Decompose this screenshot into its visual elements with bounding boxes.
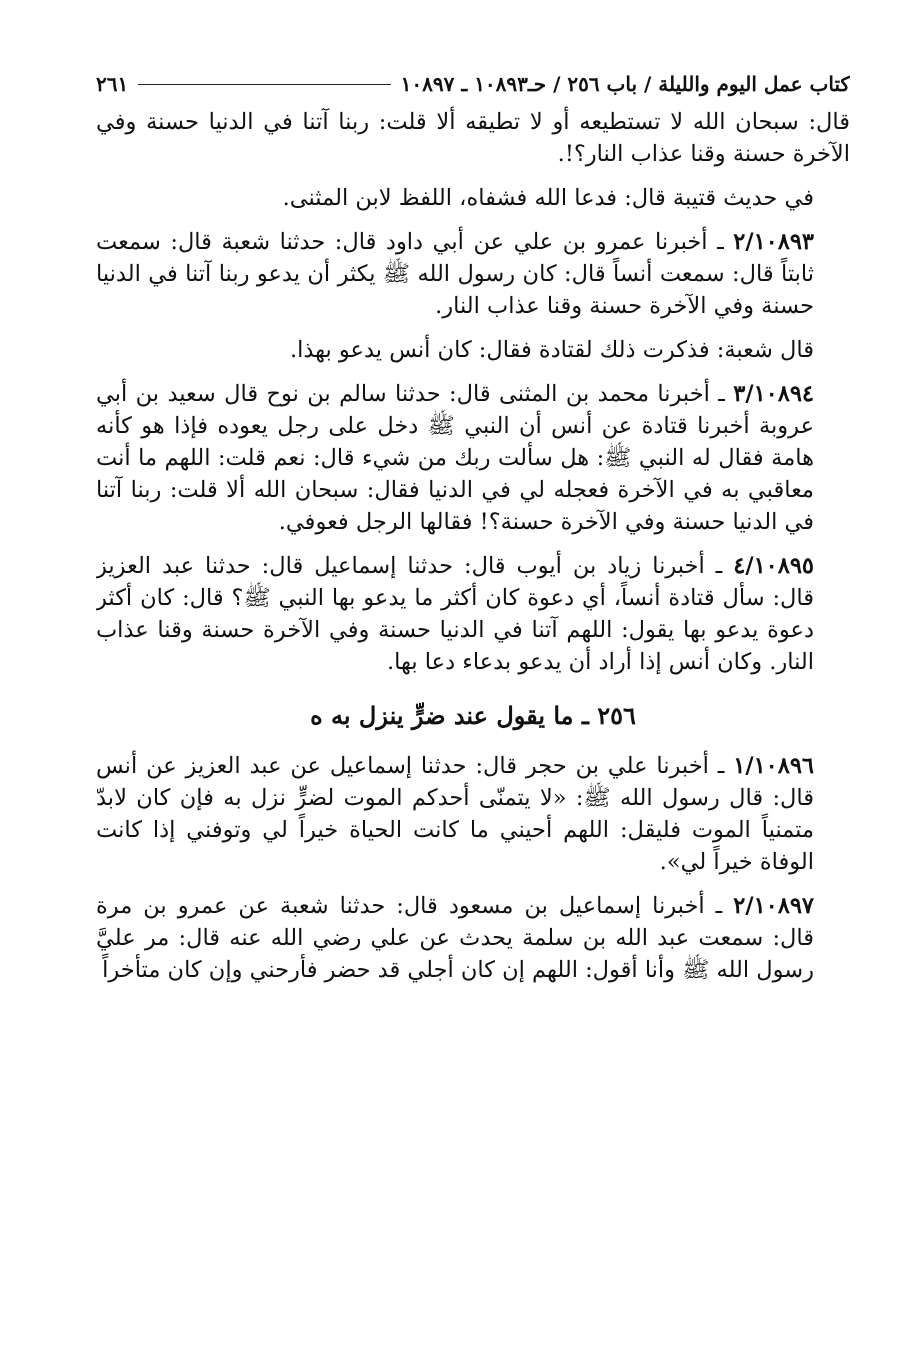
hadith-paragraph: [96, 890, 850, 986]
hadith-note: قال شعبة: فذكرت ذلك لقتادة فقال: كان أنس يدعو بهذا.: [289, 337, 814, 363]
hadith-number: ١/١٠٨٩٦: [733, 753, 814, 779]
running-head: [96, 62, 850, 106]
book-page: [96, 62, 850, 1352]
hadith-number: ٤/١٠٨٩٥: [733, 553, 815, 579]
hadith-10896: [96, 750, 850, 878]
hadith-10893: [96, 226, 850, 366]
hadith-10895: [96, 550, 850, 678]
hadith-10897: [96, 890, 850, 986]
hadith-text: ـ أخبرنا علي بن حجر قال: حدثنا إسماعيل عن عبد العزيز عن أنس قال: قال رسول الله ﷺ: «لا يتمنّى أحدكم الموت لضرٍّ نزل به فإن كان لابدّ متمنياً الموت فليقل: اللهم أحيني ما كانت الحياة خيراً لي وتوفني إذا كانت الوفاة خيراً لي».: [96, 753, 814, 875]
hadith-paragraph: [96, 226, 850, 322]
hadith-paragraph: [96, 550, 850, 678]
hadith-text: ـ أخبرنا إسماعيل بن مسعود قال: حدثنا شعبة عن عمرو بن مرة قال: سمعت عبد الله بن سلمة يحدث عن علي رضي الله عنه قال: مر عليَّ رسول الله ﷺ وأنا أقول: اللهم إن كان أجلي قد حضر فأرحني وإن كان متأخراً: [96, 893, 814, 983]
narration-note: في حديث قتيبة قال: فدعا الله فشفاه، اللفظ لابن المثنى.: [282, 185, 814, 211]
hadith-text: ـ أخبرنا زياد بن أيوب قال: حدثنا إسماعيل قال: حدثنا عبد العزيز قال: سأل قتادة أنساً، أي دعوة كان أكثر ما يدعو بها النبي ﷺ؟ قال: كان أكثر دعوة يدعو بها يقول: اللهم آتنا في الدنيا حسنة وفي الآخرة حسنة وقنا عذاب النار. وكان أنس إذا أراد أن يدعو بدعاء دعا بها.: [96, 553, 814, 675]
hadith-number: ٢/١٠٨٩٣: [733, 229, 814, 255]
hadith-paragraph: [96, 750, 850, 878]
page-body: [96, 106, 850, 986]
continuation-paragraph: قال: سبحان الله لا تستطيعه أو لا تطيقه ألا قلت: ربنا آتنا في الدنيا حسنة وفي الآخرة حسنة وقنا عذاب النار؟!.: [96, 109, 850, 167]
hadith-number: ٢/١٠٨٩٧: [733, 893, 814, 919]
hadith-10894: [96, 378, 850, 538]
chapter-heading: ٢٥٦ ـ ما يقول عند ضرٍّ ينزل به ه: [310, 701, 636, 730]
running-head-title: كتاب عمل اليوم والليلة / باب ٢٥٦ / حـ١٠٨٩٣ ـ ١٠٨٩٧: [400, 72, 850, 96]
page-number: ٢٦١: [96, 72, 129, 96]
hadith-paragraph: [96, 378, 850, 538]
hadith-text: ـ أخبرنا محمد بن المثنى قال: حدثنا سالم بن نوح قال سعيد بن أبي عروبة أخبرنا قتادة عن أنس أن النبي ﷺ دخل على رجل يعوده فإذا هو كأنه هامة فقال له النبي ﷺ: هل سألت ربك من شيء قال: نعم قلت: اللهم ما أنت معاقبي به في الآخرة فعجله لي في الدنيا فقال: سبحان الله ألا قلت: ربنا آتنا في الدنيا حسنة وفي الآخرة حسنة؟! فقالها الرجل فعوفي.: [96, 381, 814, 535]
running-head-rule: [138, 84, 390, 85]
hadith-number: ٣/١٠٨٩٤: [733, 381, 814, 407]
hadith-text: ـ أخبرنا عمرو بن علي عن أبي داود قال: حدثنا شعبة قال: سمعت ثابتاً قال: سمعت أنساً قال: كان رسول الله ﷺ يكثر أن يدعو ربنا آتنا في الدنيا حسنة وفي الآخرة حسنة وقنا عذاب النار.: [96, 229, 814, 319]
